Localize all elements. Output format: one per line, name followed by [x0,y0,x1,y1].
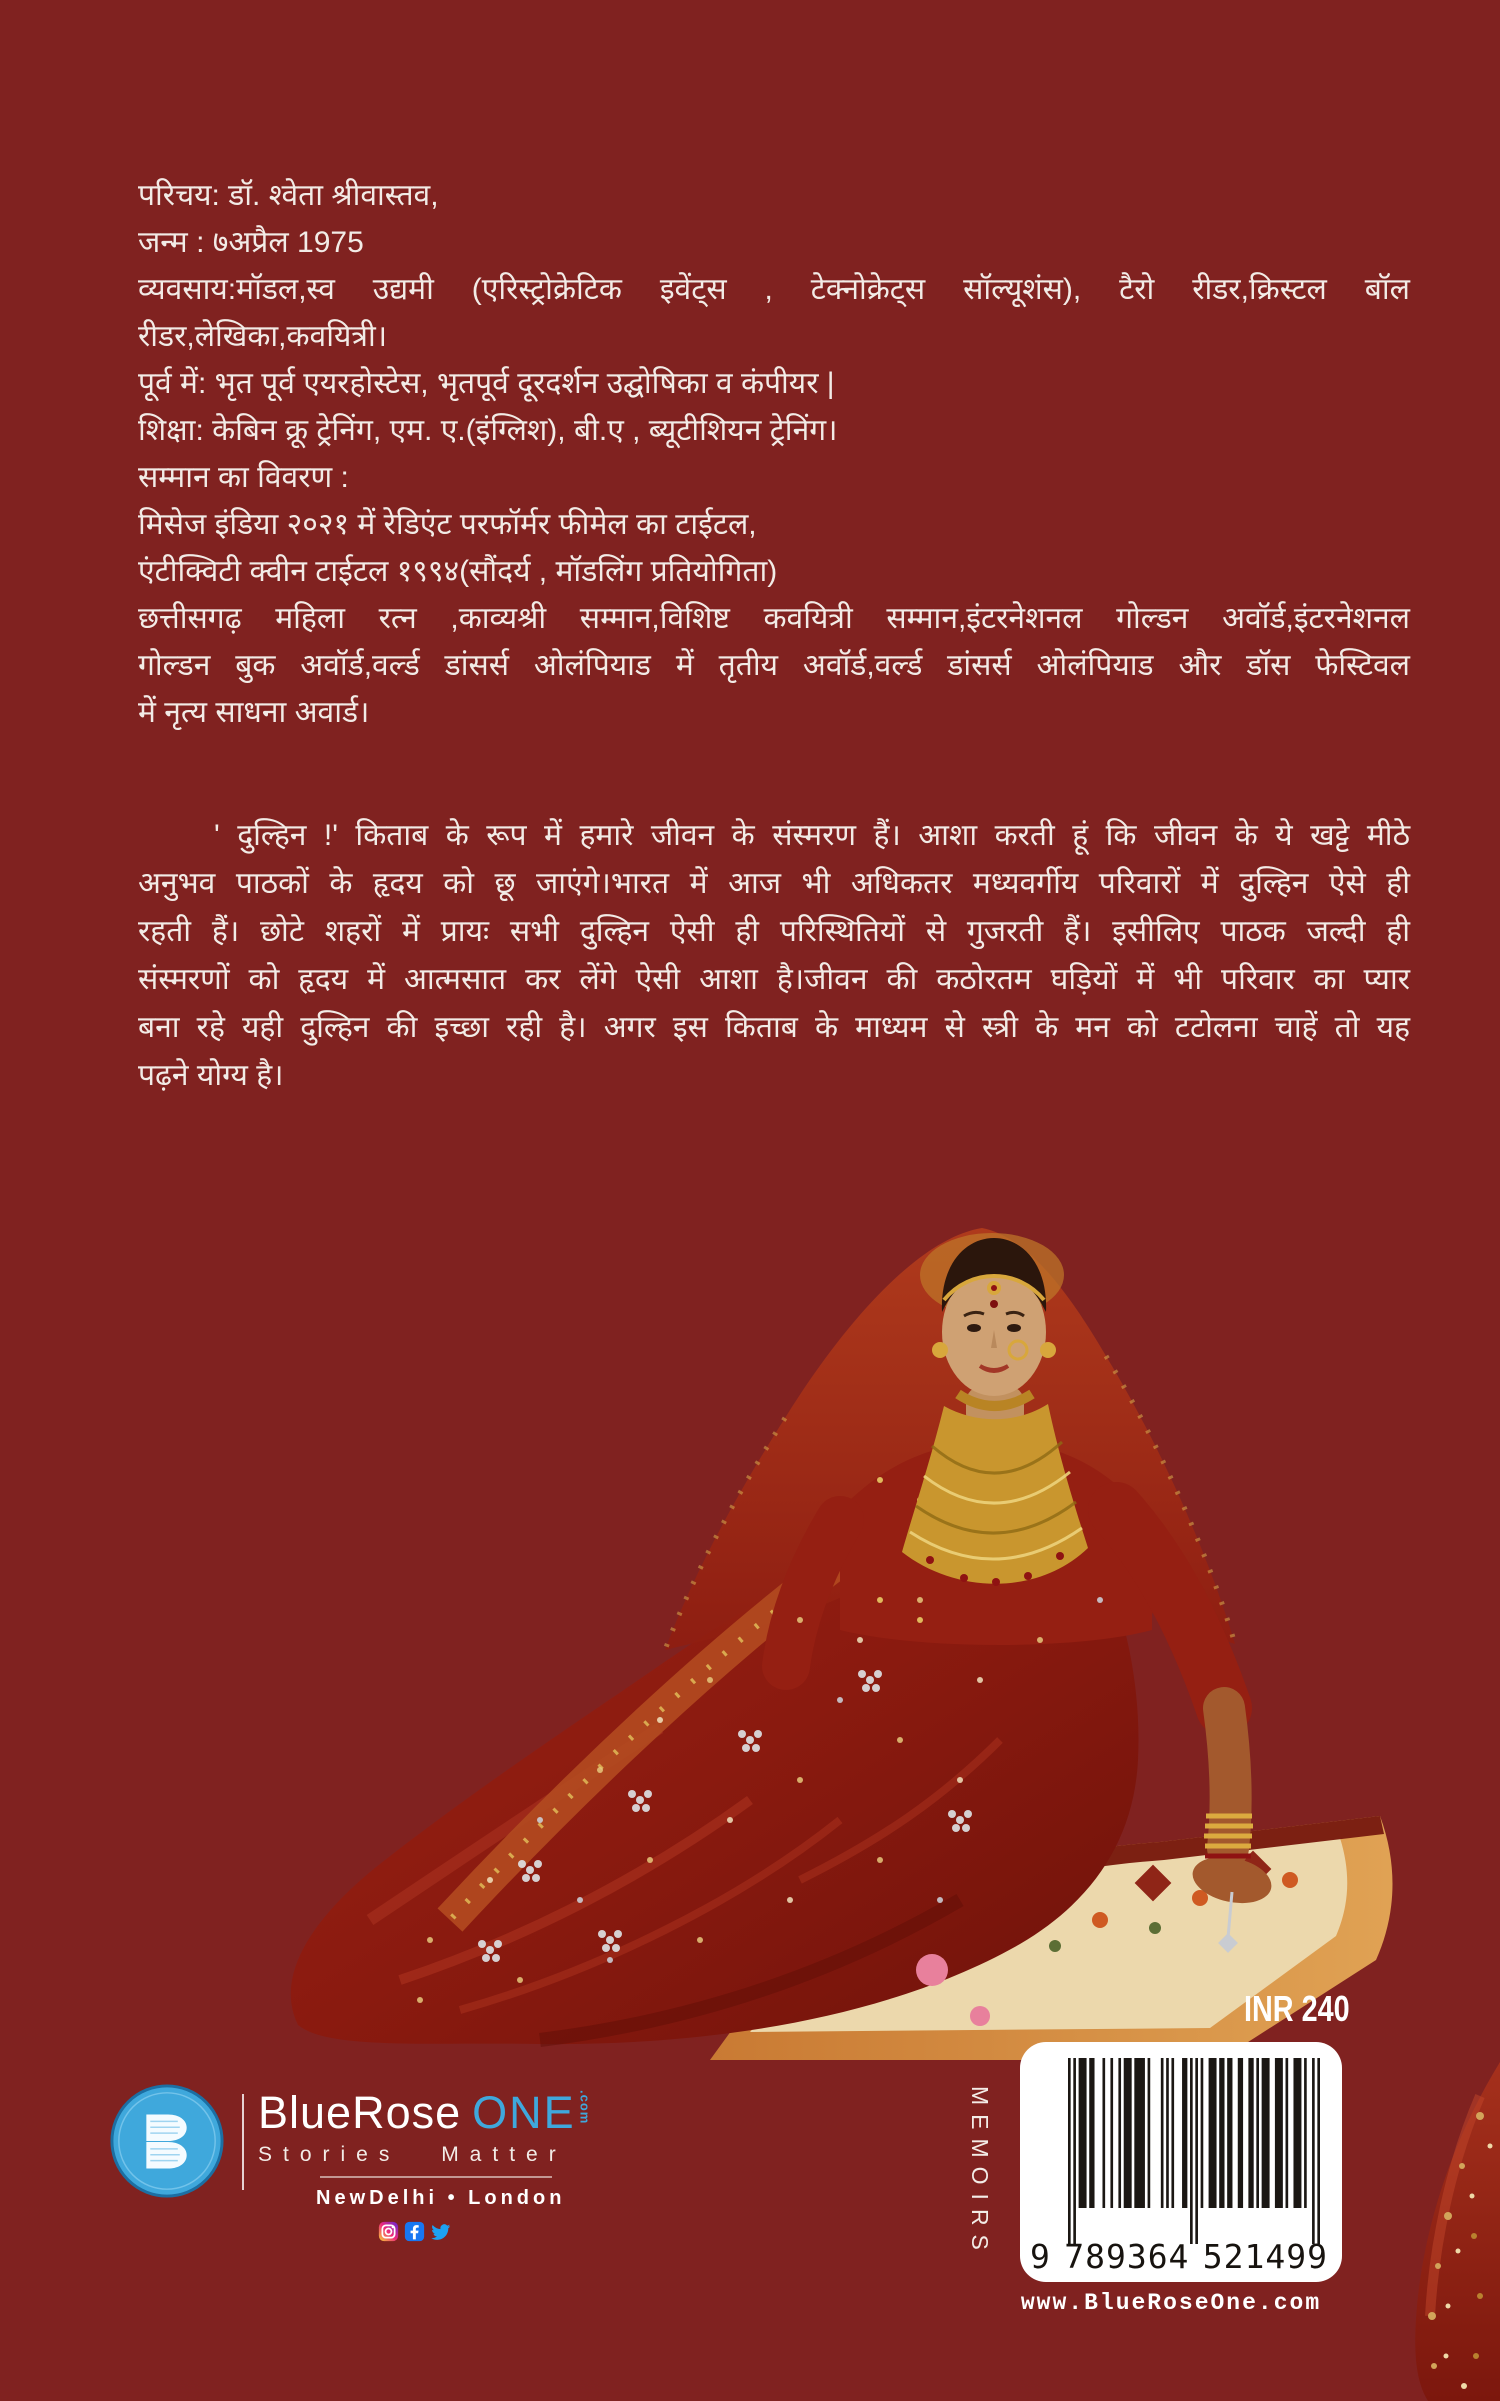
bio-line: गोल्डन बुक अवॉर्ड,वर्ल्ड डांसर्स ओलंपियाड में तृतीय अवॉर्ड,वर्ल्ड डांसर्स ओलंपियाड और डॉस फेस्टिवल [138,649,1410,682]
price-label: INR 240 [1244,1988,1350,2029]
publisher-logo [108,2082,592,2242]
brand-suffix: .com [577,2090,593,2125]
author-bio-section [138,172,1410,736]
isbn-digit-group: 789364 [1064,2237,1190,2276]
synopsis-line: अनुभव पाठकों के हृदय को छू जाएंगे।भारत में आज भी अधिकतर मध्यवर्गीय परिवारों में दुल्हिन ऐसे ही [138,867,1410,900]
synopsis-line: रहती हैं। छोटे शहरों में प्रायः सभी दुल्हिन ऐसी ही परिस्थितियों से गुजरती हैं। इसीलिए पाठक जल्दी ही [138,915,1410,948]
bride-illustration [280,1180,1500,2060]
isbn-first-digit: 9 [1030,2237,1051,2276]
bio-line: एंटीक्विटी क्वीन टाईटल १९९४(सौंदर्य , मॉडलिंग प्रतियोगिता) [138,555,778,588]
tagline-rule [320,2176,552,2178]
bio-line: रीडर,लेखिका,कवयित्री। [138,320,388,353]
fabric-texture [1330,2056,1500,2401]
genre-label: MEMOIRS [967,2086,993,2259]
book-synopsis-section [138,812,1410,1100]
bindi [990,1300,998,1308]
instagram-icon [378,2221,399,2242]
publisher-brand [258,2087,593,2138]
publisher-locations: NewDelhi • London [316,2187,566,2209]
synopsis-line: ' दुल्हिन !' किताब के रूप में हमारे जीवन के संस्मरण हैं। आशा करती हूं कि जीवन के ये खट्टे मीठे [214,819,1410,852]
publisher-website: www.BlueRoseOne.com [1020,2290,1322,2316]
bride-photo [280,1180,1500,2060]
bio-line: छत्तीसगढ़ महिला रत्न ,काव्यश्री सम्मान,विशिष्ट कवयित्री सम्मान,इंटरनेशनल गोल्डन अवॉर्ड,इंटरनेशनल [138,602,1410,635]
bio-line: सम्मान का विवरण : [138,461,349,494]
synopsis-line: बना रहे यही दुल्हिन की इच्छा रही है। अगर इस किताब के माध्यम से स्त्री के मन को टटोलना चाहें तो यह [138,1011,1411,1044]
publisher-tagline: Stories Matter [258,2143,567,2166]
bio-line: परिचय: डॉ. श्वेता श्रीवास्तव, [138,179,439,212]
bluerose-logo-icon [108,2082,226,2200]
bio-line: व्यवसाय:मॉडल,स्व उद्यमी (एरिस्ट्रोक्रेटिक इवेंट्स , टेक्नोक्रेट्स सॉल्यूशंस), टैरो रीडर,क्रिस्टल बॉल [138,273,1410,306]
barcode-bars [1068,2058,1320,2248]
fabric-corner-illustration [1330,2056,1500,2401]
bio-line: पूर्व में: भृत पूर्व एयरहोस्टेस, भृतपूर्व दूरदर्शन उद्घोषिका व कंपीयर | [138,367,835,400]
social-icons [378,2221,592,2242]
synopsis-line: संस्मरणों को हृदय में आत्मसात कर लेंगे ऐसी आशा है।जीवन की कठोरतम घड़ियों में भी परिवार का प्यार [138,963,1410,996]
bio-line: मिसेज इंडिया २०२१ में रेडिएंट परफॉर्मर फीमेल का टाईटल, [138,508,757,541]
bio-line: शिक्षा: केबिन क्रू ट्रेनिंग, एम. ए.(इंग्लिश), बी.ए , ब्यूटीशियन ट्रेनिंग। [138,414,838,447]
brand-part2: ONE [472,2087,576,2138]
brand-part1: BlueRose [258,2087,462,2138]
twitter-icon [430,2221,452,2242]
facebook-icon [404,2221,425,2242]
bio-line: में नृत्य साधना अवार्ड। [138,696,370,729]
logo-divider [242,2094,244,2190]
isbn-digits [1030,2237,1328,2276]
synopsis-line: पढ़ने योग्य है। [138,1059,284,1092]
isbn-barcode [1020,2042,1342,2282]
bio-line: जन्म : ७अप्रैल 1975 [138,226,364,259]
isbn-digit-group: 521499 [1202,2237,1328,2276]
